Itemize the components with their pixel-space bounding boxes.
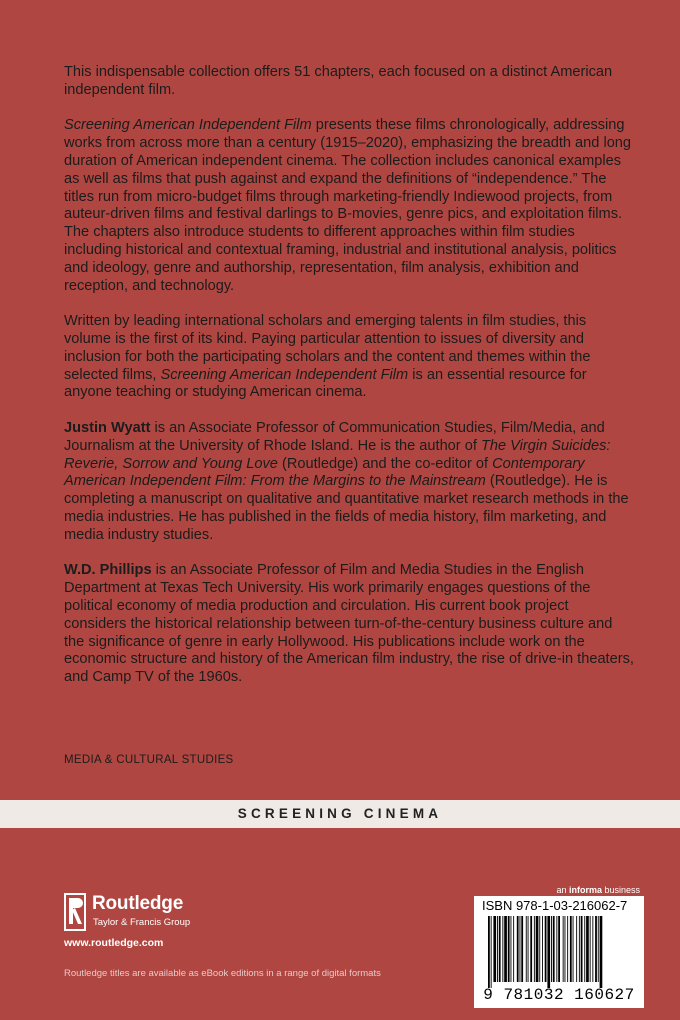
barcode-bar [551, 916, 552, 982]
barcode-bar [556, 916, 557, 982]
barcode-bar [511, 916, 512, 982]
barcode-bar [488, 916, 490, 988]
barcode-bar [586, 916, 589, 982]
blurb-paragraph-3-end: is an essential resource for anyone teaching or studying American cinema. [64, 366, 587, 401]
author-name: Justin Wyatt [64, 419, 151, 436]
author-bio-phillips [64, 562, 634, 687]
barcode-bar [573, 916, 574, 982]
barcode-bar [521, 916, 523, 982]
barcode-bar [576, 916, 577, 982]
isbn-barcode [474, 896, 644, 1008]
barcode-bar [567, 916, 568, 982]
publisher-name: Routledge [92, 893, 184, 914]
author-bio-wyatt [64, 420, 634, 545]
barcode-bar [558, 916, 560, 982]
bio-text: is an Associate Professor of Communication Studies, Film/Media, and Journalism at the University of Rhode Island. He is the author of [64, 419, 605, 454]
barcode-bar [600, 916, 603, 988]
subject-category: MEDIA & CULTURAL STUDIES [64, 754, 234, 766]
barcode-bar [570, 916, 572, 982]
barcode-bar [579, 916, 580, 982]
publisher-website: www.routledge.com [64, 937, 164, 949]
bio-text: is an Associate Professor of Film and Media Studies in the English Department at Texas Tech University. His work primarily engages questions of the political economy of media production and circulation. His current book project considers the historical relationship between turn-of-the-century business culture and the significance of genre in early Hollywood. His publications include work on the economic structure and history of the American film industry, the rise of drive-in theaters, and Camp TV of the 1960s. [64, 562, 634, 686]
book-title-italic: Contemporary American Independent Film: From the Margins to the Mainstream [64, 455, 585, 490]
barcode-bar [513, 916, 514, 982]
barcode-bar [553, 916, 555, 982]
barcode-bar [584, 916, 585, 982]
publisher-logo [64, 893, 264, 933]
barcode-bar [545, 916, 547, 982]
back-cover-blurb [64, 64, 634, 705]
barcode-bar [517, 916, 519, 982]
barcode-bar [547, 916, 550, 988]
blurb-paragraph-3-start: Written by leading international scholars and emerging talents in film studies, this volume is the first of its kind. Paying particular attention to issues of diversity and inclusion for both the participating scholars and the content and themes within the selected films, [64, 313, 591, 383]
author-name: W.D. Phillips [64, 562, 152, 579]
barcode-bar [590, 916, 591, 982]
barcode-bar [493, 916, 496, 982]
informa-prefix: an [556, 885, 569, 895]
blurb-paragraph-2-text: presents these films chronologically, addressing works from across more than a century (1915–2020), emphasizing the breadth and long duration of American independent cinema. The collection includes canonical examples as well as films that push against and expand the definitions of “independence.” The titles run from micro-budget films through marketing-friendly Indiewood projects, from auteur-driven films and festival darlings to B-movies, genre pics, and exploitation films. The chapters also introduce students to different approaches within film studies including historical and contextual framing, industrial and institutional analysis, politics and ideology, genre and authorship, representation, film analysis, exhibition and reception, and technology. [64, 117, 632, 294]
informa-brand: informa [568, 885, 602, 895]
informa-suffix: business [601, 885, 640, 895]
barcode-bars [488, 916, 630, 988]
barcode-bar [491, 916, 492, 988]
barcode-bar [542, 916, 543, 982]
barcode-bar [539, 916, 540, 982]
book-title-italic: Screening American Independent Film [64, 117, 312, 134]
book-title-italic: Screening American Independent Film [160, 366, 409, 383]
barcode-bar [499, 916, 501, 982]
barcode-bar [526, 916, 527, 982]
routledge-logo-icon [64, 893, 86, 931]
blurb-paragraph-2 [64, 117, 634, 295]
barcode-bar [504, 916, 507, 982]
barcode-bar [497, 916, 498, 982]
barcode-bar [565, 916, 566, 982]
barcode-bar [520, 916, 521, 982]
blurb-paragraph-1: This indispensable collection offers 51 chapters, each focused on a distinct American independent film. [64, 64, 613, 98]
barcode-bar [598, 916, 599, 982]
book-title-italic: The Virgin Suicides: Reverie, Sorrow and Young Love [64, 437, 611, 472]
isbn-text: ISBN 978-1-03-216062-7 [482, 898, 628, 913]
barcode-bar [581, 916, 583, 982]
bio-text: (Routledge) and the co-editor of [277, 455, 493, 472]
bio-text: (Routledge). He is completing a manuscript on qualitative and quantitative market research methods in the media industries. He has published in the fields of media history, film marketing, and media industry studies. [64, 473, 629, 543]
barcode-bar [534, 916, 535, 982]
barcode-bar [592, 916, 593, 982]
barcode-bar [536, 916, 539, 982]
publisher-group: Taylor & Francis Group [93, 917, 191, 928]
blurb-paragraph-3 [64, 313, 634, 402]
barcode-bar [502, 916, 503, 982]
series-title: SCREENING CINEMA [237, 806, 443, 821]
barcode-bar [528, 916, 529, 982]
informa-business-tag [548, 885, 640, 895]
barcode-digits: 9 781032 160627 [483, 986, 635, 1004]
ebook-note: Routledge titles are available as eBook editions in a range of digital formats [64, 968, 381, 979]
barcode-bar [530, 916, 532, 982]
barcode-bar [595, 916, 597, 982]
barcode-bar [563, 916, 564, 982]
barcode-bar [508, 916, 510, 982]
